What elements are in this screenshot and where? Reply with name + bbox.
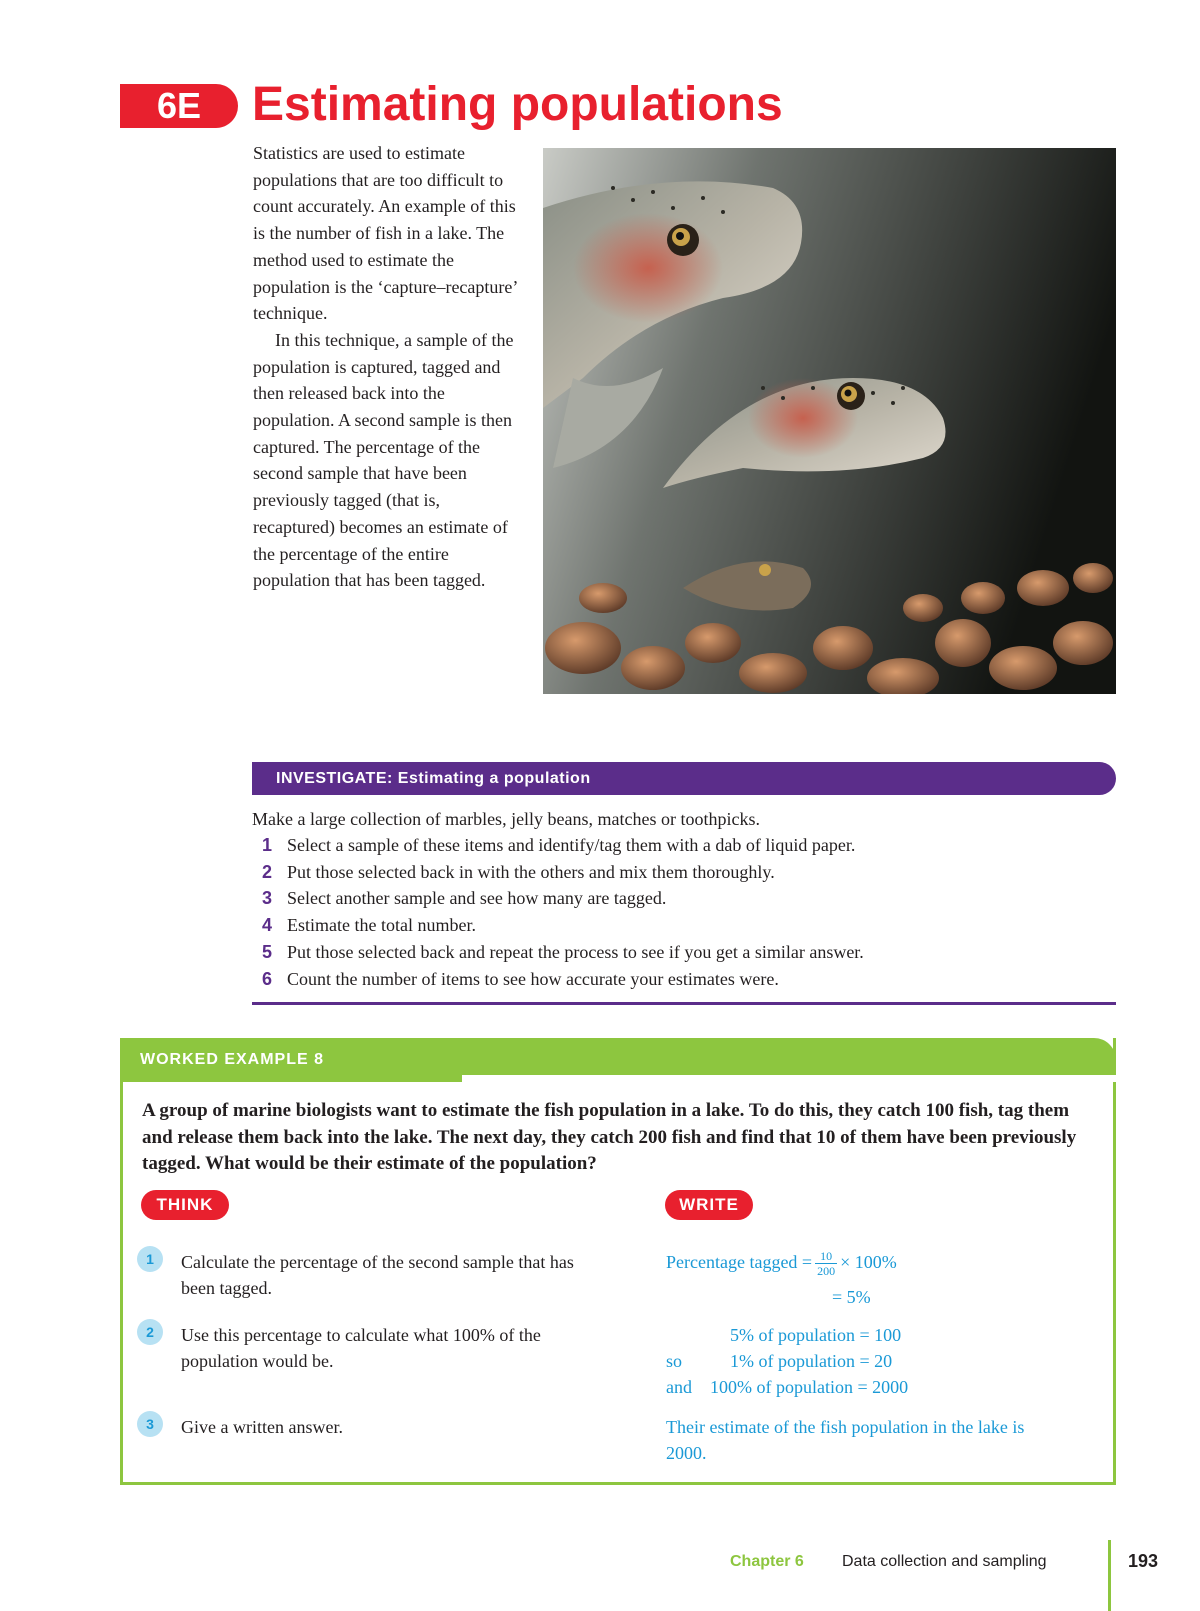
write-step-2-line-2: 1% of population = 20 xyxy=(730,1351,893,1371)
step-number-badge: 2 xyxy=(137,1319,163,1345)
write-step-3-answer: Their estimate of the fish population in the lake is 2000. xyxy=(666,1417,1025,1463)
write-label: WRITE xyxy=(665,1190,753,1220)
investigate-intro: Make a large collection of marbles, jelly beans, matches or toothpicks. xyxy=(252,809,761,829)
step-number: 6 xyxy=(262,968,273,989)
fraction xyxy=(815,1249,837,1278)
step-number-badge: 3 xyxy=(137,1411,163,1437)
fraction-denominator: 200 xyxy=(817,1264,836,1279)
think-step-3: Give a written answer. xyxy=(181,1417,343,1437)
write-step-1-line-1 xyxy=(666,1249,897,1278)
write-so: so xyxy=(666,1351,683,1371)
list-item xyxy=(262,832,864,859)
think-step-1: Calculate the percentage of the second sample that has been tagged. xyxy=(181,1252,574,1298)
footer-chapter-title: Data collection and sampling xyxy=(842,1553,1047,1570)
think-step-2: Use this percentage to calculate what 100% of the population would be. xyxy=(181,1325,541,1371)
page-number: 193 xyxy=(1128,1551,1159,1571)
list-item xyxy=(262,939,864,966)
think-label: THINK xyxy=(141,1190,229,1220)
step-text: Estimate the total number. xyxy=(287,915,476,936)
step-number: 4 xyxy=(262,915,273,936)
step-number: 3 xyxy=(262,888,273,909)
page-title: Estimating populations xyxy=(252,78,783,131)
write-and: and xyxy=(666,1377,692,1397)
write-step-1-line-2: = 5% xyxy=(832,1287,871,1307)
step-text: Put those selected back and repeat the process to see if you get a similar answer. xyxy=(287,941,864,962)
worked-example-header-notch xyxy=(462,1075,1116,1082)
fish-photo xyxy=(543,148,1116,694)
footer-divider xyxy=(1108,1540,1111,1611)
write-step-2-line-3: 100% of population = 2000 xyxy=(710,1377,909,1397)
intro-text xyxy=(253,140,523,594)
step-text: Select another sample and see how many are tagged. xyxy=(287,888,667,909)
intro-paragraph-1: Statistics are used to estimate populations that are too difficult to count accurately. An example of this is the number of fish in a lake. The method used to estimate the population is the ‘capture–recapture’ technique. xyxy=(253,143,518,324)
footer-chapter: Chapter 6 xyxy=(730,1553,804,1570)
worked-example-question: A group of marine biologists want to estimate the fish population in a lake. To do this, they catch 100 fish, tag them and release them back into the lake. The next day, they catch 200 fish and find that 10 of them have been previously tagged. What would be their estimate of the population? xyxy=(142,1100,1077,1175)
fraction-numerator: 10 xyxy=(815,1249,837,1264)
step-text: Select a sample of these items and identify/tag them with a dab of liquid paper. xyxy=(287,835,856,855)
list-item xyxy=(262,859,864,886)
step-text: Put those selected back in with the others and mix them thoroughly. xyxy=(287,861,775,882)
section-badge: 6E xyxy=(120,84,238,128)
write-step-2-line-1: 5% of population = 100 xyxy=(730,1325,902,1345)
step-text: Count the number of items to see how accurate your estimates were. xyxy=(287,968,779,989)
worked-example-label: WORKED EXAMPLE 8 xyxy=(140,1051,325,1068)
investigate-steps xyxy=(262,832,864,992)
list-item xyxy=(262,912,864,939)
step-number: 5 xyxy=(262,941,273,962)
step-number-badge: 1 xyxy=(137,1246,163,1272)
intro-paragraph-2: In this technique, a sample of the population is captured, tagged and then released back into the population. A second sample is then captured. The percentage of the second sample that have been previously tagged (that is, recaptured) becomes an estimate of the percentage of the entire population that has been tagged. xyxy=(253,329,514,591)
list-item xyxy=(262,885,864,912)
list-item xyxy=(262,966,864,993)
investigate-divider xyxy=(252,1002,1116,1005)
percentage-multiplier: × 100% xyxy=(840,1252,897,1272)
investigate-heading: INVESTIGATE: Estimating a population xyxy=(252,762,1116,795)
percentage-label: Percentage tagged = xyxy=(666,1252,813,1272)
step-number: 1 xyxy=(262,835,273,855)
step-number: 2 xyxy=(262,861,273,882)
